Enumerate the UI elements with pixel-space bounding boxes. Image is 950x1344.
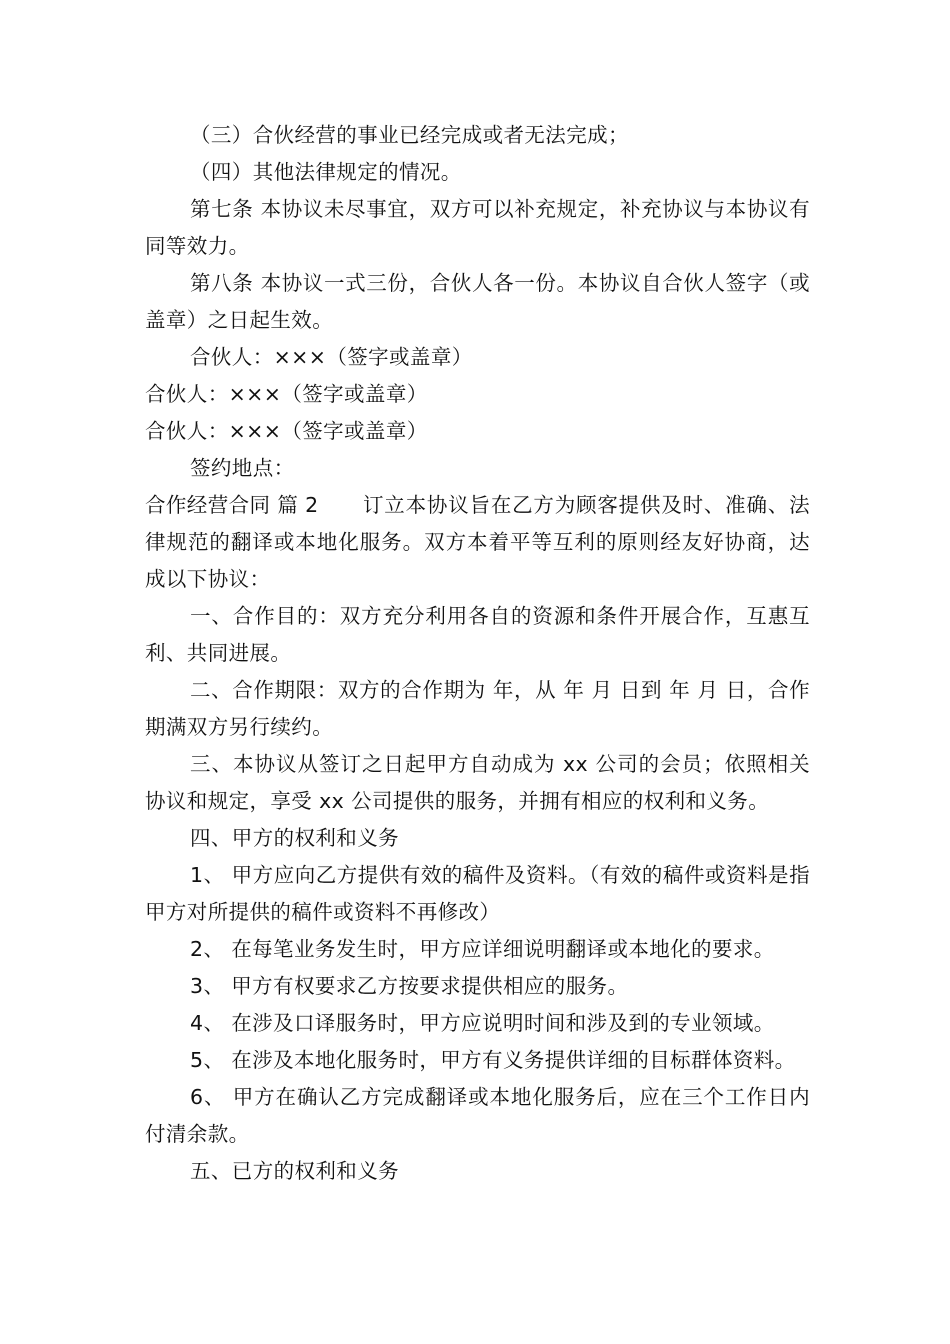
signature-line-partner-1: 合伙人：×××（签字或盖章） xyxy=(190,345,473,369)
clause-item-5: 5、 在涉及本地化服务时，甲方有义务提供详细的目标群体资料。 xyxy=(190,1048,796,1072)
clause-cooperation-term: 二、合作期限：双方的合作期为 年，从 年 月 日到 年 月 日，合作期满双方另行续约。 xyxy=(145,678,810,739)
clause-item-1: 1、 甲方应向乙方提供有效的稿件及资料。（有效的稿件或资料是指甲方对所提供的稿件或资料不再修改） xyxy=(145,863,810,924)
paragraph-clause-3: （三）合伙经营的事业已经完成或者无法完成； xyxy=(190,123,629,147)
clause-membership: 三、本协议从签订之日起甲方自动成为 xx 公司的会员；依照相关协议和规定，享受 xx 公司提供的服务，并拥有相应的权利和义务。 xyxy=(145,752,810,813)
clause-item-6: 6、 甲方在确认乙方完成翻译或本地化服务后，应在三个工作日内付清余款。 xyxy=(145,1085,810,1146)
signature-line-partner-2: 合伙人：×××（签字或盖章） xyxy=(145,382,428,406)
paragraph-article-8: 第八条 本协议一式三份，合伙人各一份。本协议自合伙人签字（或盖章）之日起生效。 xyxy=(145,271,810,332)
paragraph-clause-4: （四）其他法律规定的情况。 xyxy=(190,160,462,184)
clause-party-b-rights-heading: 五、已方的权利和义务 xyxy=(190,1159,399,1183)
section-2-intro-paragraph xyxy=(145,487,810,598)
document-body xyxy=(145,117,810,1190)
section-2-heading: 合作经营合同 篇 2 xyxy=(145,493,319,517)
clause-item-2: 2、 在每笔业务发生时，甲方应详细说明翻译或本地化的要求。 xyxy=(190,937,775,961)
clause-party-a-rights-heading: 四、甲方的权利和义务 xyxy=(190,826,399,850)
paragraph-article-7: 第七条 本协议未尽事宜，双方可以补充规定，补充协议与本协议有同等效力。 xyxy=(145,197,810,258)
clause-cooperation-purpose: 一、合作目的：双方充分利用各自的资源和条件开展合作，互惠互利、共同进展。 xyxy=(145,604,810,665)
clause-item-3: 3、 甲方有权要求乙方按要求提供相应的服务。 xyxy=(190,974,629,998)
clause-item-4: 4、 在涉及口译服务时，甲方应说明时间和涉及到的专业领域。 xyxy=(190,1011,775,1035)
section-2-intro-text: 订立本协议旨在乙方为顾客提供及时、准确、法律规范的翻译或本地化服务。双方本着平等互利的原则经友好协商，达成以下协议： xyxy=(145,493,810,591)
signing-location: 签约地点： xyxy=(190,456,295,480)
signature-line-partner-3: 合伙人：×××（签字或盖章） xyxy=(145,419,428,443)
